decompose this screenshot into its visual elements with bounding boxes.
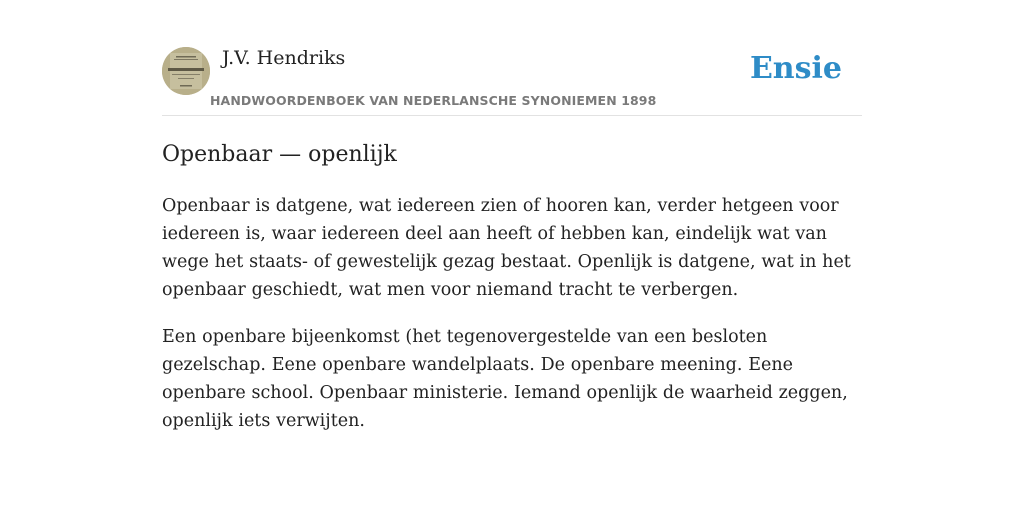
entry-paragraph: Een openbare bijeenkomst (het tegenovergestelde van een besloten gezelschap. Eene openbare wandelplaats. De openbare meening. Eene openbare school. Openbaar ministerie. Iemand openlijk de waarheid zeggen, openlijk iets verwijten. [162, 327, 848, 431]
entry-body [162, 192, 862, 454]
author-name[interactable]: J.V. Hendriks [222, 47, 346, 69]
book-cover-icon[interactable] [162, 47, 210, 95]
header [162, 46, 862, 116]
source-title[interactable]: HANDWOORDENBOEK VAN NEDERLANSCHE SYNONIEMEN 1898 [210, 93, 657, 108]
header-divider [162, 115, 862, 116]
brand-logo[interactable]: Ensie [749, 51, 842, 86]
entry-paragraph: Openbaar is datgene, wat iedereen zien of hooren kan, verder hetgeen voor iedereen is, waar iedereen deel aan heeft of hebben kan, eindelijk wat van wege het staats- of gewestelijk gezag bestaat. Openlijk is datgene, wat in het openbaar geschiedt, wat men voor niemand tracht te verbergen. [162, 196, 851, 300]
entry-title: Openbaar — openlijk [162, 142, 397, 167]
